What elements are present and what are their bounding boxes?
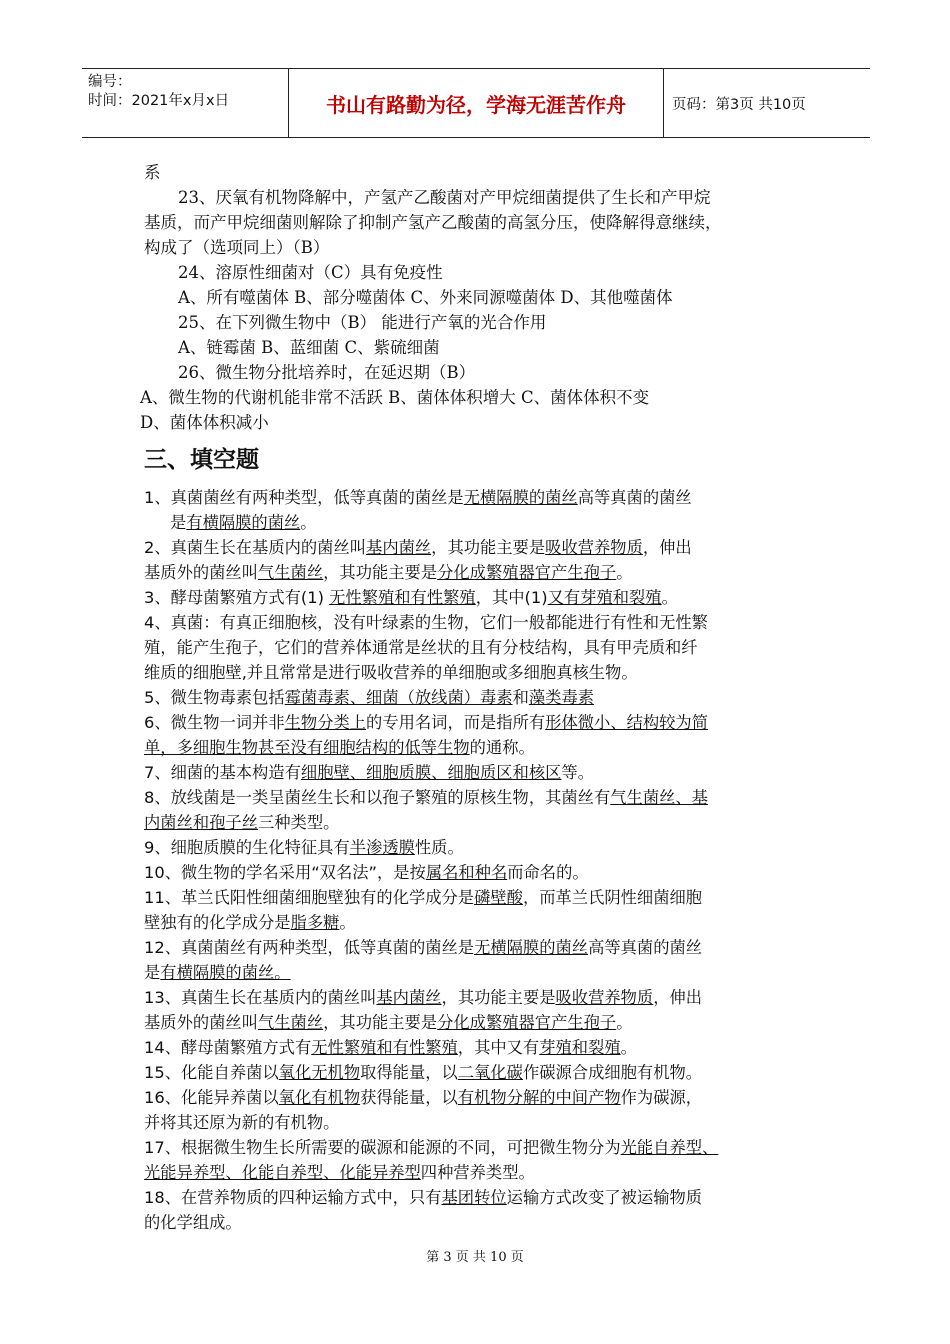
mc-line: 系 — [144, 163, 161, 182]
fill-item-5: 5、微生物毒素包括霉菌毒素、细菌（放线菌）毒素和藻类毒素 — [144, 688, 595, 707]
fill-item-9: 9、细胞质膜的生化特征具有半渗透膜性质。 — [144, 838, 464, 857]
fill-item-1: 1、真菌菌丝有两种类型，低等真菌的菌丝是无横隔膜的菌丝高等真菌的菌丝 是有横隔膜的菌丝。 — [144, 488, 692, 532]
page-header — [82, 68, 870, 138]
mc-options-26: A、微生物的代谢机能非常不活跃 B、菌体体积增大 C、菌体体积不变 — [140, 388, 650, 407]
doc-date: 时间：2021年x月x日 — [88, 93, 230, 109]
mc-line: 构成了（选项同上）（B） — [144, 238, 330, 257]
fill-item-18: 18、在营养物质的四种运输方式中，只有基团转位运输方式改变了被运输物质 的化学组成。 — [144, 1188, 703, 1232]
mc-line: 基质，而产甲烷细菌则解除了抑制产氢产乙酸菌的高氢分压，使降解得意继续， — [144, 213, 722, 232]
fill-item-8: 8、放线菌是一类呈菌丝生长和以孢子繁殖的原核生物，其菌丝有气生菌丝、基 内菌丝和孢子丝三种类型。 — [144, 788, 708, 832]
fill-item-7: 7、细菌的基本构造有细胞壁、细胞质膜、细胞质区和核区等。 — [144, 763, 594, 782]
fill-item-12: 12、真菌菌丝有两种类型，低等真菌的菌丝是无横隔膜的菌丝高等真菌的菌丝 是有横隔膜的菌丝。 — [144, 938, 703, 982]
mc-question-25: 25、在下列微生物中（B） 能进行产氧的光合作用 — [178, 313, 547, 332]
fill-item-6: 6、微生物一词并非生物分类上的专用名词，而是指所有形体微小、结构较为简 单，多细胞生物甚至没有细胞结构的低等生物的通称。 — [144, 713, 708, 757]
fill-item-13: 13、真菌生长在基质内的菌丝叫基内菌丝，其功能主要是吸收营养物质，伸出 基质外的菌丝叫气生菌丝，其功能主要是分化成繁殖器官产生孢子。 — [144, 988, 703, 1032]
fill-item-10: 10、微生物的学名采用“双名法”，是按属名和种名而命名的。 — [144, 863, 589, 882]
fill-item-17: 17、根据微生物生长所需要的碳源和能源的不同，可把微生物分为光能自养型、 光能异养型、化能自养型、化能异养型四种营养类型。 — [144, 1138, 719, 1182]
mc-options-26: D、菌体体积减小 — [140, 413, 269, 432]
document-body — [140, 160, 816, 1235]
mc-question-23: 23、厌氧有机物降解中，产氢产乙酸菌对产甲烷细菌提供了生长和产甲烷 — [178, 188, 711, 207]
header-motto: 书山有路勤为径，学海无涯苦作舟 — [288, 69, 664, 137]
mc-question-24: 24、溶原性细菌对（C）具有免疫性 — [178, 263, 443, 282]
fill-item-15: 15、化能自养菌以氧化无机物取得能量，以二氧化碳作碳源合成细胞有机物。 — [144, 1063, 703, 1082]
header-meta — [82, 69, 288, 137]
fill-item-3: 3、酵母菌繁殖方式有(1) 无性繁殖和有性繁殖，其中(1)又有芽殖和裂殖。 — [144, 588, 678, 607]
mc-options-24: A、所有噬菌体 B、部分噬菌体 C、外来同源噬菌体 D、其他噬菌体 — [178, 288, 673, 307]
fill-item-2: 2、真菌生长在基质内的菌丝叫基内菌丝，其功能主要是吸收营养物质，伸出 基质外的菌丝叫气生菌丝，其功能主要是分化成繁殖器官产生孢子。 — [144, 538, 692, 582]
mc-question-26: 26、微生物分批培养时，在延迟期（B） — [178, 363, 476, 382]
header-page-info: 页码：第3页 共10页 — [672, 96, 806, 113]
page-footer: 第 3 页 共 10 页 — [426, 1250, 524, 1265]
fill-item-14: 14、酵母菌繁殖方式有无性繁殖和有性繁殖，其中又有芽殖和裂殖。 — [144, 1038, 637, 1057]
mc-options-25: A、链霉菌 B、蓝细菌 C、紫硫细菌 — [178, 338, 440, 357]
doc-number: 编号： — [88, 74, 132, 90]
fill-item-11: 11、革兰氏阳性细菌细胞壁独有的化学成分是磷壁酸，而革兰氏阴性细菌细胞 壁独有的化学成分是脂多糖。 — [144, 888, 703, 932]
section-title: 三、填空题 — [144, 447, 259, 473]
fill-item-4: 4、真菌：有真正细胞核，没有叶绿素的生物，它们一般都能进行有性和无性繁 殖，能产生孢子，它们的营养体通常是丝状的且有分枝结构，具有甲壳质和纤 维质的细胞壁,并且常常是进行吸收营养的单细胞或多细胞真核生物。 — [144, 613, 708, 682]
fill-item-16: 16、化能异养菌以氧化有机物获得能量，以有机物分解的中间产物作为碳源， 并将其还原为新的有机物。 — [144, 1088, 703, 1132]
